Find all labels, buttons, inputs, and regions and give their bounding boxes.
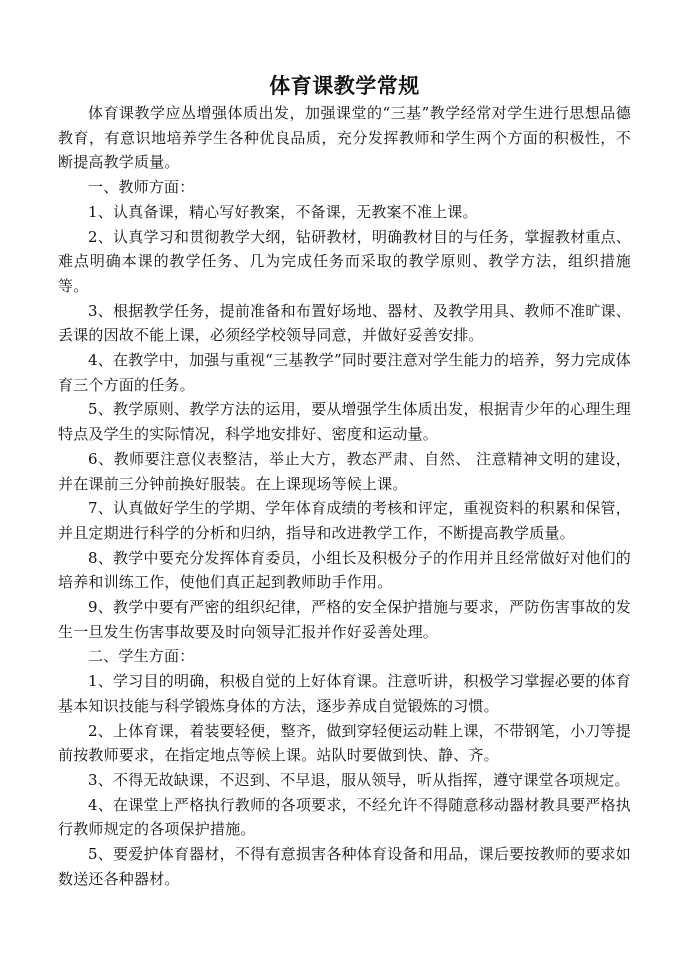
teacher-rule-1: 1、认真备课，精心写好教案，不备课，无教案不准上课。 — [88, 202, 478, 221]
intro-paragraph: 体育课教学应丛增强体质出发，加强课堂的“三基”教学经常对学生进行思想品德教育，有意识地培养学生各种优良品质，充分发挥教师和学生两个方面的积极性，不断提高教学质量。 — [58, 104, 631, 172]
section-heading-teachers: 一、教师方面： — [88, 178, 195, 197]
document-title: 体育课教学常规 — [269, 74, 420, 98]
teacher-rule-4: 4、在教学中，加强与重视“三基教学”同时要注意对学生能力的培养，努力完成体育三个方面的任务。 — [58, 351, 631, 394]
student-rule-4: 4、在课堂上严格执行教师的各项要求，不经允许不得随意移动器材教具要严格执行教师规定的各项保护措施。 — [58, 795, 631, 839]
student-rule-1: 1、学习目的明确，积极自觉的上好体育课。注意听讲，积极学习掌握必要的体育基本知识技能与科学锻炼身体的方法，逐步养成自觉锻炼的习惯。 — [58, 672, 631, 715]
teacher-rule-6: 6、教师要注意仪表整洁，举止大方，教态严肃、自然、 注意精神文明的建设，并在课前三分钟前换好服装。在上课现场等候上课。 — [58, 449, 631, 493]
teacher-rule-2: 2、认真学习和贯彻教学大纲，钻研教材，明确教材目的与任务，掌握教材重点、难点明确本课的教学任务、几为完成任务而采取的教学原则、教学方法，组织措施等。 — [58, 227, 631, 295]
teacher-rule-8: 8、教学中要充分发挥体育委员，小组长及积极分子的作用并且经常做好对他们的培养和训练工作，使他们真正起到教师助手作用。 — [58, 548, 631, 592]
teacher-rule-5: 5、教学原则、教学方法的运用，要从增强学生体质出发，根据青少年的心理生理特点及学生的实际情况，科学地安排好、密度和运动量。 — [58, 400, 631, 444]
student-rule-5: 5、要爱护体育器材，不得有意损害各种体育设备和用品，课后要按教师的要求如数送还各种器材。 — [58, 845, 631, 888]
teacher-rule-9: 9、教学中要有严密的组织纪律，严格的安全保护措施与要求，严防伤害事故的发生一旦发生伤害事故要及时向领导汇报并作好妥善处理。 — [58, 598, 631, 641]
teacher-rule-3: 3、根据教学任务，提前准备和布置好场地、器材、及教学用具、教师不准旷课、丢课的因故不能上课，必须经学校领导同意，并做好妥善安排。 — [58, 301, 631, 345]
document-body — [58, 71, 631, 892]
section-heading-students: 二、学生方面： — [88, 647, 195, 666]
student-rule-2: 2、上体育课，着装要轻便，整齐，做到穿轻便运动鞋上课，不带钢笔，小刀等提前按教师要求，在指定地点等候上课。站队时要做到快、静、齐。 — [58, 721, 631, 765]
student-rule-3: 3、不得无故缺课，不迟到、不早退，服从领导，听从指挥，遵守课堂各项规定。 — [88, 770, 630, 789]
teacher-rule-7: 7、认真做好学生的学期、学年体育成绩的考核和评定，重视资料的积累和保管，并且定期进行科学的分析和归纳，指导和改进教学工作，不断提高教学质量。 — [58, 499, 631, 542]
